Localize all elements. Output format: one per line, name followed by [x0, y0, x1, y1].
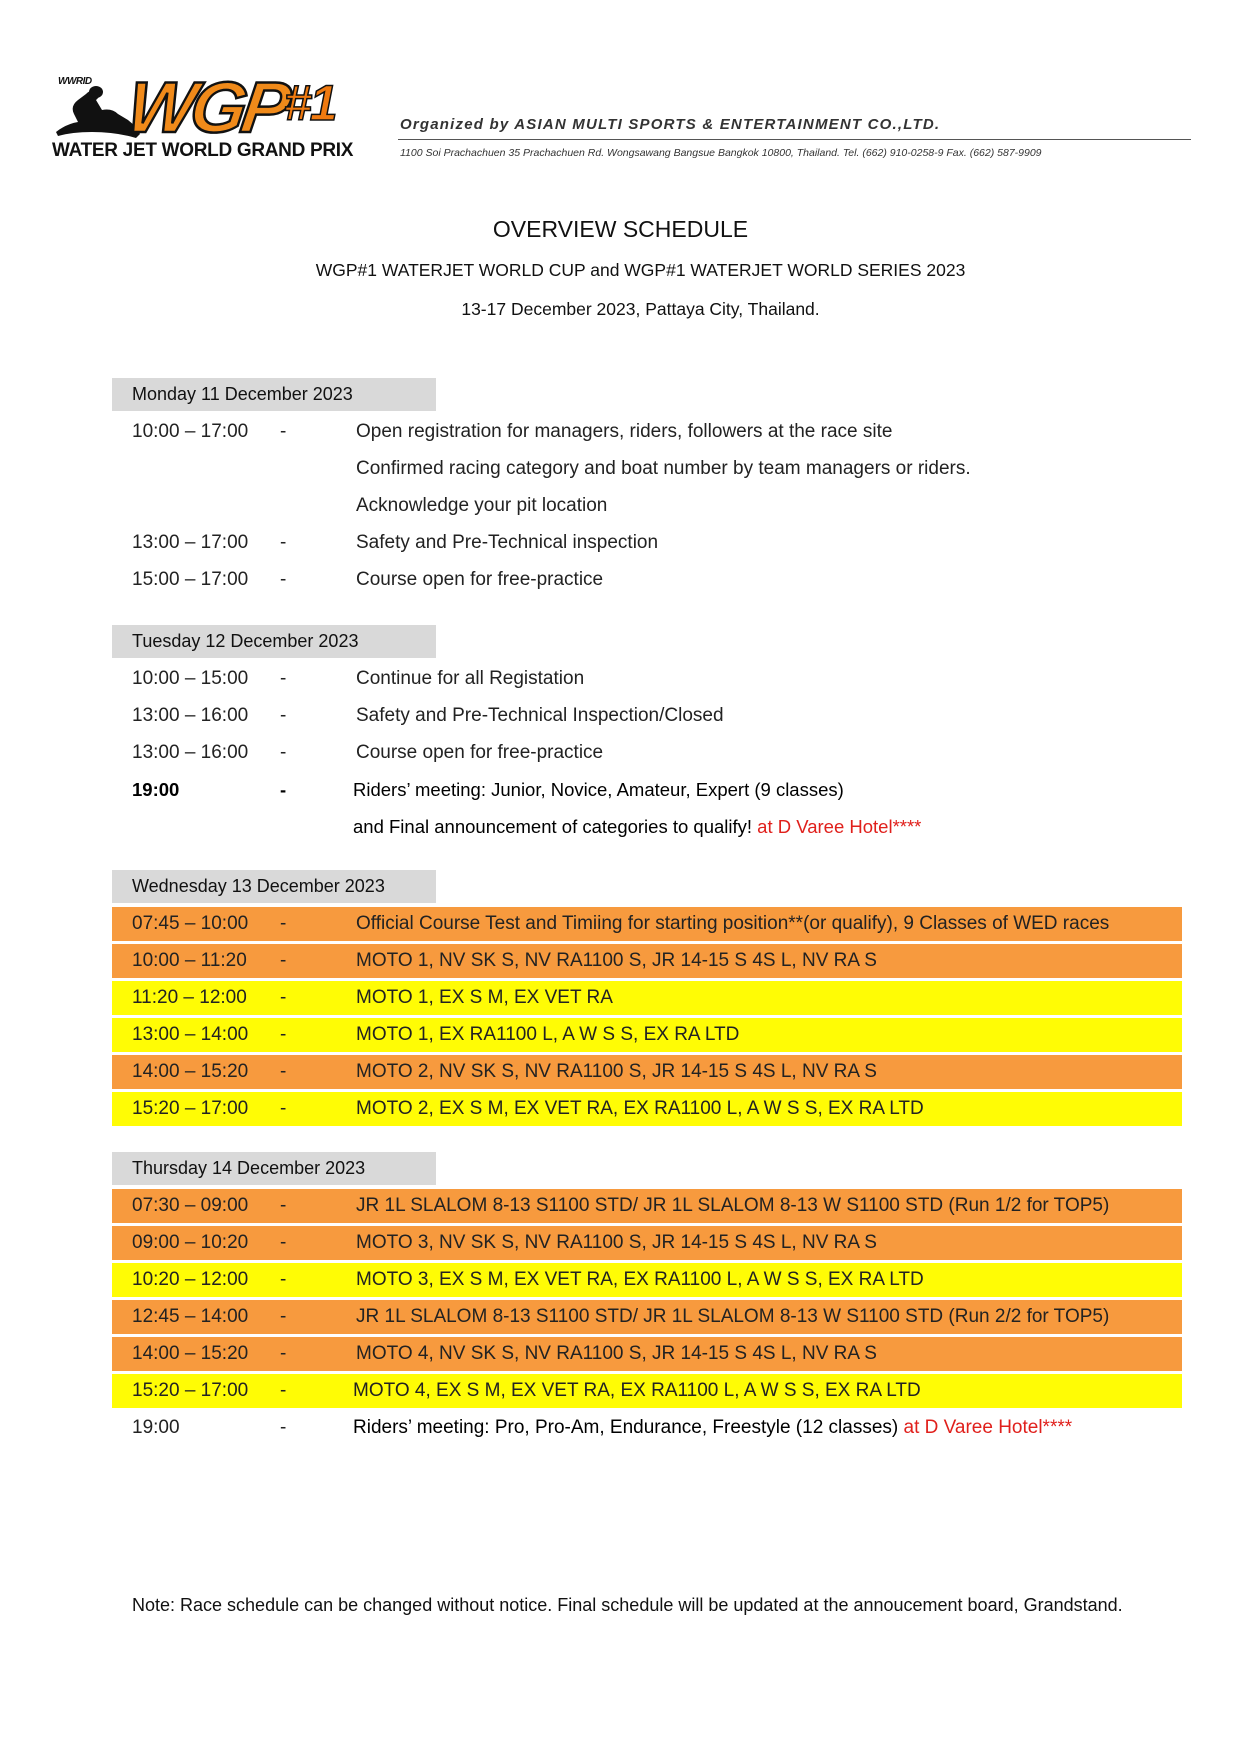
schedule-row	[112, 489, 1182, 523]
schedule-row	[112, 526, 1182, 560]
row-description: MOTO 4, EX S M, EX VET RA, EX RA1100 L, A W S S, EX RA LTD	[353, 1380, 921, 1401]
row-dash: -	[280, 1232, 287, 1253]
row-description: Safety and Pre-Technical Inspection/Closed	[356, 705, 724, 726]
row-time: 15:00 – 17:00	[132, 569, 249, 590]
row-description: Course open for free-practice	[356, 742, 604, 763]
row-dash: -	[280, 569, 287, 590]
row-time: 15:20 – 17:00	[132, 1098, 249, 1119]
row-dash: -	[280, 1306, 287, 1327]
row-dash: -	[280, 1269, 287, 1290]
schedule-row	[112, 563, 1182, 597]
page-title: OVERVIEW SCHEDULE	[492, 216, 749, 242]
schedule-row	[112, 907, 1182, 941]
venue-highlight: at D Varee Hotel****	[898, 1417, 1073, 1438]
row-time: 19:00	[132, 1417, 180, 1438]
row-description: MOTO 3, EX S M, EX VET RA, EX RA1100 L, A W S S, EX RA LTD	[356, 1269, 924, 1290]
logo-wgp-text: WGP	[122, 68, 291, 148]
row-time: 09:00 – 10:20	[132, 1232, 249, 1253]
row-description	[353, 810, 921, 844]
row-description: Continue for all Registation	[356, 668, 585, 689]
row-description: Riders’ meeting: Junior, Novice, Amateur, Expert (9 classes)	[353, 779, 844, 800]
row-time: 13:00 – 17:00	[132, 532, 249, 553]
day-header-monday: Monday 11 December 2023	[112, 378, 436, 411]
row-time: 07:30 – 09:00	[132, 1195, 249, 1216]
organizer-address: 1100 Soi Prachachuen 35 Prachachuen Rd. Wongsawang Bangsue Bangkok 10800, Thailand. Tel. (662) 910-0258-9 Fax. (662) 587-9909	[400, 147, 1042, 159]
row-time: 12:45 – 14:00	[132, 1306, 249, 1327]
row-time: 10:00 – 17:00	[132, 421, 249, 442]
row-time: 13:00 – 16:00	[132, 705, 249, 726]
schedule-row	[112, 1018, 1182, 1052]
schedule-row	[112, 1055, 1182, 1089]
row-description	[353, 1411, 1072, 1445]
row-dash: -	[280, 1024, 287, 1045]
schedule-row	[112, 1226, 1182, 1260]
row-time: 11:20 – 12:00	[132, 987, 247, 1008]
row-description: Official Course Test and Timiing for starting position**(or qualify), 9 Classes of WED races	[356, 913, 1110, 934]
event-dates: 13-17 December 2023, Pattaya City, Thailand.	[461, 299, 820, 319]
header-divider	[398, 139, 1191, 140]
organizer-line: Organized by ASIAN MULTI SPORTS & ENTERTAINMENT CO.,LTD.	[400, 116, 941, 133]
schedule-row	[112, 452, 1182, 486]
row-description: MOTO 3, NV SK S, NV RA1100 S, JR 14-15 S 4S L, NV RA S	[356, 1232, 877, 1253]
schedule-row	[112, 1300, 1182, 1334]
row-time: 14:00 – 15:20	[132, 1061, 249, 1082]
schedule-row	[112, 1374, 1182, 1408]
schedule-row	[112, 1337, 1182, 1371]
row-dash: -	[280, 1061, 287, 1082]
row-description: Confirmed racing category and boat number by team managers or riders.	[356, 458, 971, 479]
row-time: 15:20 – 17:00	[132, 1380, 249, 1401]
row-time: 13:00 – 14:00	[132, 1024, 249, 1045]
row-dash: -	[280, 705, 287, 726]
row-dash: -	[280, 532, 287, 553]
row-dash: -	[280, 1098, 287, 1119]
schedule-row	[112, 981, 1182, 1015]
row-description: MOTO 2, EX S M, EX VET RA, EX RA1100 L, A W S S, EX RA LTD	[356, 1098, 924, 1119]
row-time: 10:00 – 15:00	[132, 668, 249, 689]
schedule-row	[112, 1092, 1182, 1126]
row-dash: -	[280, 1195, 287, 1216]
row-description-text: and Final announcement of categories to qualify!	[353, 816, 753, 837]
row-dash: -	[280, 1417, 287, 1438]
schedule-row	[112, 662, 1182, 696]
logo-tagline: WATER JET WORLD GRAND PRIX	[52, 140, 354, 161]
schedule-row	[112, 736, 1182, 770]
schedule-row	[112, 415, 1182, 449]
row-dash: -	[280, 1380, 287, 1401]
row-description: MOTO 4, NV SK S, NV RA1100 S, JR 14-15 S 4S L, NV RA S	[356, 1343, 877, 1364]
row-time: 13:00 – 16:00	[132, 742, 249, 763]
row-description: JR 1L SLALOM 8-13 S1100 STD/ JR 1L SLALOM 8-13 W S1100 STD (Run 1/2 for TOP5)	[356, 1195, 1110, 1216]
schedule-row-riders-meeting	[112, 773, 1182, 807]
row-time: 14:00 – 15:20	[132, 1343, 249, 1364]
schedule-row	[112, 699, 1182, 733]
row-description: Safety and Pre-Technical inspection	[356, 532, 659, 553]
row-description: Open registration for managers, riders, followers at the race site	[356, 421, 893, 442]
schedule-note: Note: Race schedule can be changed without notice. Final schedule will be updated at the annoucement board, Grandstand.	[132, 1595, 1123, 1615]
row-description: MOTO 2, NV SK S, NV RA1100 S, JR 14-15 S 4S L, NV RA S	[356, 1061, 877, 1082]
schedule-row	[112, 1263, 1182, 1297]
row-dash: -	[280, 913, 287, 934]
schedule-row-riders-meeting	[112, 1411, 1182, 1445]
schedule-row	[112, 1189, 1182, 1223]
row-time: 07:45 – 10:00	[132, 913, 249, 934]
row-time: 10:20 – 12:00	[132, 1269, 249, 1290]
row-description: Acknowledge your pit location	[356, 495, 608, 516]
day-header-tuesday: Tuesday 12 December 2023	[112, 625, 436, 658]
schedule-row	[112, 810, 1182, 844]
row-dash: -	[280, 1343, 287, 1364]
row-dash: -	[280, 421, 287, 442]
row-description: MOTO 1, EX RA1100 L, A W S S, EX RA LTD	[356, 1024, 740, 1045]
row-dash: -	[280, 779, 287, 800]
row-time: 19:00	[132, 779, 180, 800]
row-description: MOTO 1, EX S M, EX VET RA	[356, 987, 613, 1008]
row-description: Course open for free-practice	[356, 569, 604, 590]
day-header-wednesday: Wednesday 13 December 2023	[112, 870, 436, 903]
schedule-row	[112, 944, 1182, 978]
event-title: WGP#1 WATERJET WORLD CUP and WGP#1 WATERJET WORLD SERIES 2023	[315, 260, 966, 280]
row-time: 10:00 – 11:20	[132, 950, 247, 971]
wgp-logo	[52, 68, 374, 166]
logo-small-text: WWRID	[58, 76, 92, 87]
row-dash: -	[280, 742, 287, 763]
row-dash: -	[280, 668, 287, 689]
row-description: JR 1L SLALOM 8-13 S1100 STD/ JR 1L SLALOM 8-13 W S1100 STD (Run 2/2 for TOP5)	[356, 1306, 1110, 1327]
row-description: MOTO 1, NV SK S, NV RA1100 S, JR 14-15 S 4S L, NV RA S	[356, 950, 877, 971]
day-header-thursday: Thursday 14 December 2023	[112, 1152, 436, 1185]
venue-highlight: at D Varee Hotel****	[752, 816, 922, 837]
row-dash: -	[280, 950, 287, 971]
logo-number: #1	[284, 75, 336, 131]
row-dash: -	[280, 987, 287, 1008]
row-description-text: Riders’ meeting: Pro, Pro-Am, Endurance, Freestyle (12 classes)	[353, 1417, 899, 1438]
